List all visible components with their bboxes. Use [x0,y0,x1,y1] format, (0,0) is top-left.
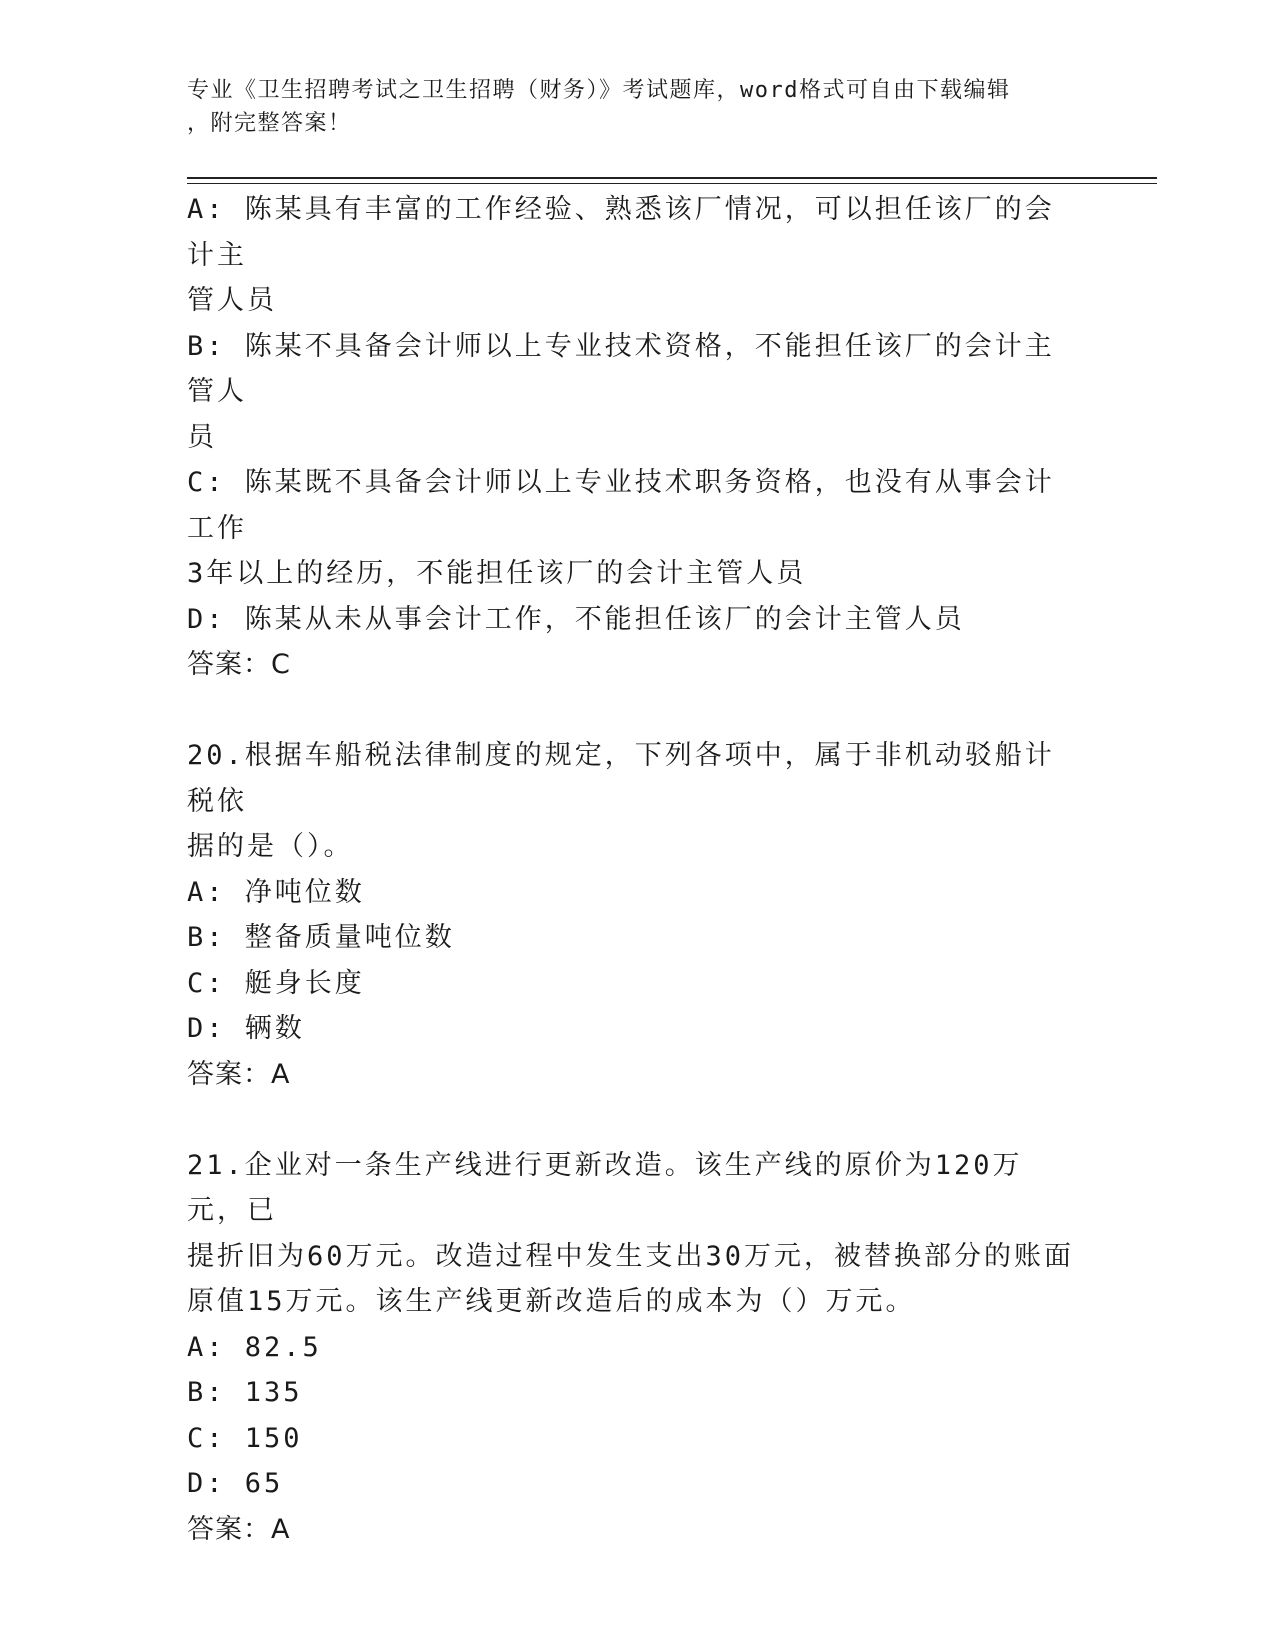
question-20 [187,733,1077,1097]
spacer [187,1097,1077,1143]
header-line-2: ，附完整答案！ [187,111,352,136]
q20-option-c: C: 艇身长度 [187,967,365,999]
q19-answer: 答案：C [187,649,291,680]
q20-option-b: B: 整备质量吨位数 [187,922,455,953]
q21-option-b: B: 135 [187,1377,303,1408]
q21-option-a: A: 82.5 [187,1331,322,1363]
q19-option-b-line-2: 员 [187,421,217,453]
header-line-1: 专业《卫生招聘考试之卫生招聘（财务）》考试题库，word格式可自由下载编辑 [187,78,1011,103]
header-divider-thin [187,183,1157,184]
q20-stem-line-1: 20.根据车船税法律制度的规定，下列各项中，属于非机动驳船计税依 [187,740,1055,817]
q19-option-c-line-2: 3年以上的经历，不能担任该厂的会计主管人员 [187,558,807,589]
q19-option-b-line-1: B: 陈某不具备会计师以上专业技术资格，不能担任该厂的会计主管人 [187,330,1055,407]
q19-option-a-line-2: 管人员 [187,285,277,316]
document-page [187,0,1157,1650]
q21-option-c: C: 150 [187,1422,303,1454]
q21-option-d: D: 65 [187,1468,284,1499]
q21-stem-line-2: 提折旧为60万元。改造过程中发生支出30万元，被替换部分的账面 [187,1240,1075,1272]
q19-option-c-line-1: C: 陈某既不具备会计师以上专业技术职务资格，也没有从事会计工作 [187,467,1055,544]
document-body [187,187,1077,1552]
q20-stem-line-2: 据的是（）。 [187,831,354,862]
q21-stem-line-3: 原值15万元。该生产线更新改造后的成本为（）万元。 [187,1286,916,1317]
q21-stem-line-1: 21.企业对一条生产线进行更新改造。该生产线的原价为120万元，已 [187,1149,1023,1226]
q19-option-a-line-1: A: 陈某具有丰富的工作经验、熟悉该厂情况，可以担任该厂的会计主 [187,194,1055,271]
spacer [187,688,1077,734]
q19-option-d: D: 陈某从未从事会计工作，不能担任该厂的会计主管人员 [187,603,965,635]
q20-answer: 答案：A [187,1058,291,1090]
q20-option-a: A: 净吨位数 [187,876,365,908]
q20-option-d: D: 辆数 [187,1013,305,1044]
header-divider-thick [187,177,1157,179]
question-19 [187,187,1077,688]
q21-answer: 答案：A [187,1513,291,1545]
document-header [187,74,1067,140]
question-21 [187,1143,1077,1553]
